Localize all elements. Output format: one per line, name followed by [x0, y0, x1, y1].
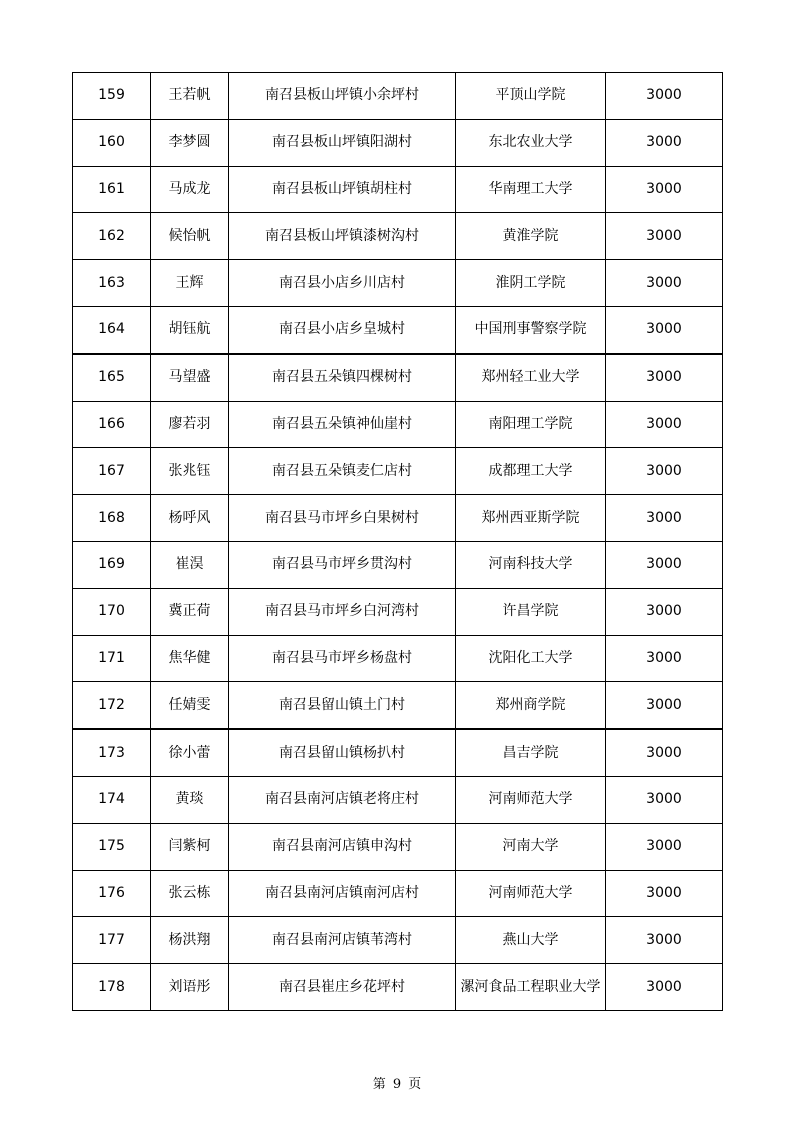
recipient-table — [72, 72, 723, 1011]
amount-cell: 3000 — [606, 823, 723, 870]
school-cell: 燕山大学 — [456, 917, 606, 964]
school-cell: 河南大学 — [456, 823, 606, 870]
row-number-cell: 161 — [73, 166, 151, 213]
amount-cell: 3000 — [606, 917, 723, 964]
amount-cell: 3000 — [606, 166, 723, 213]
row-number-cell: 178 — [73, 964, 151, 1011]
row-number-cell: 162 — [73, 213, 151, 260]
address-cell: 南召县五朵镇麦仁店村 — [229, 448, 456, 495]
student-name-cell: 杨洪翔 — [151, 917, 229, 964]
address-cell: 南召县留山镇杨扒村 — [229, 729, 456, 776]
amount-cell: 3000 — [606, 729, 723, 776]
table-row — [73, 306, 723, 353]
table-row — [73, 260, 723, 307]
address-cell: 南召县小店乡皇城村 — [229, 306, 456, 353]
address-cell: 南召县南河店镇南河店村 — [229, 870, 456, 917]
table-row — [73, 964, 723, 1011]
row-number-cell: 168 — [73, 495, 151, 542]
row-number-cell: 173 — [73, 729, 151, 776]
row-number-cell: 166 — [73, 401, 151, 448]
amount-cell: 3000 — [606, 401, 723, 448]
row-number-cell: 163 — [73, 260, 151, 307]
address-cell: 南召县南河店镇老将庄村 — [229, 776, 456, 823]
student-name-cell: 马成龙 — [151, 166, 229, 213]
student-name-cell: 王辉 — [151, 260, 229, 307]
row-number-cell: 170 — [73, 588, 151, 635]
school-cell: 中国刑事警察学院 — [456, 306, 606, 353]
address-cell: 南召县小店乡川店村 — [229, 260, 456, 307]
student-name-cell: 任婧雯 — [151, 682, 229, 729]
table-row — [73, 73, 723, 120]
row-number-cell: 176 — [73, 870, 151, 917]
address-cell: 南召县留山镇土门村 — [229, 682, 456, 729]
table-row — [73, 354, 723, 401]
student-name-cell: 王若帆 — [151, 73, 229, 120]
row-number-cell: 175 — [73, 823, 151, 870]
row-number-cell: 171 — [73, 635, 151, 682]
school-cell: 东北农业大学 — [456, 119, 606, 166]
school-cell: 河南师范大学 — [456, 776, 606, 823]
student-name-cell: 黄琰 — [151, 776, 229, 823]
student-name-cell: 张云栋 — [151, 870, 229, 917]
school-cell: 许昌学院 — [456, 588, 606, 635]
table-row — [73, 635, 723, 682]
amount-cell: 3000 — [606, 682, 723, 729]
table-row — [73, 495, 723, 542]
amount-cell: 3000 — [606, 635, 723, 682]
row-number-cell: 167 — [73, 448, 151, 495]
amount-cell: 3000 — [606, 73, 723, 120]
address-cell: 南召县马市坪乡杨盘村 — [229, 635, 456, 682]
student-name-cell: 冀正荷 — [151, 588, 229, 635]
student-name-cell: 杨呼风 — [151, 495, 229, 542]
address-cell: 南召县五朵镇神仙崖村 — [229, 401, 456, 448]
amount-cell: 3000 — [606, 541, 723, 588]
student-name-cell: 闫紫柯 — [151, 823, 229, 870]
school-cell: 郑州西亚斯学院 — [456, 495, 606, 542]
row-number-cell: 165 — [73, 354, 151, 401]
address-cell: 南召县南河店镇申沟村 — [229, 823, 456, 870]
student-name-cell: 胡钰航 — [151, 306, 229, 353]
school-cell: 平顶山学院 — [456, 73, 606, 120]
student-name-cell: 马望盛 — [151, 354, 229, 401]
table-row — [73, 401, 723, 448]
amount-cell: 3000 — [606, 448, 723, 495]
row-number-cell: 174 — [73, 776, 151, 823]
school-cell: 南阳理工学院 — [456, 401, 606, 448]
amount-cell: 3000 — [606, 964, 723, 1011]
table-row — [73, 823, 723, 870]
amount-cell: 3000 — [606, 260, 723, 307]
student-name-cell: 张兆钰 — [151, 448, 229, 495]
table-row — [73, 448, 723, 495]
row-number-cell: 160 — [73, 119, 151, 166]
address-cell: 南召县板山坪镇漆树沟村 — [229, 213, 456, 260]
address-cell: 南召县马市坪乡贯沟村 — [229, 541, 456, 588]
amount-cell: 3000 — [606, 213, 723, 260]
address-cell: 南召县马市坪乡白果树村 — [229, 495, 456, 542]
address-cell: 南召县崔庄乡花坪村 — [229, 964, 456, 1011]
amount-cell: 3000 — [606, 870, 723, 917]
address-cell: 南召县南河店镇苇湾村 — [229, 917, 456, 964]
table-row — [73, 213, 723, 260]
amount-cell: 3000 — [606, 354, 723, 401]
school-cell: 河南师范大学 — [456, 870, 606, 917]
address-cell: 南召县板山坪镇胡柱村 — [229, 166, 456, 213]
student-name-cell: 李梦圆 — [151, 119, 229, 166]
student-name-cell: 崔淏 — [151, 541, 229, 588]
school-cell: 黄淮学院 — [456, 213, 606, 260]
student-name-cell: 候怡帆 — [151, 213, 229, 260]
school-cell: 淮阴工学院 — [456, 260, 606, 307]
table-row — [73, 917, 723, 964]
school-cell: 漯河食品工程职业大学 — [456, 964, 606, 1011]
student-name-cell: 廖若羽 — [151, 401, 229, 448]
school-cell: 河南科技大学 — [456, 541, 606, 588]
school-cell: 成都理工大学 — [456, 448, 606, 495]
school-cell: 郑州商学院 — [456, 682, 606, 729]
recipient-table-body — [73, 73, 723, 1011]
school-cell: 沈阳化工大学 — [456, 635, 606, 682]
row-number-cell: 159 — [73, 73, 151, 120]
student-name-cell: 焦华健 — [151, 635, 229, 682]
school-cell: 昌吉学院 — [456, 729, 606, 776]
address-cell: 南召县板山坪镇小余坪村 — [229, 73, 456, 120]
page-number: 第 9 页 — [372, 1077, 422, 1092]
row-number-cell: 169 — [73, 541, 151, 588]
row-number-cell: 172 — [73, 682, 151, 729]
address-cell: 南召县五朵镇四棵树村 — [229, 354, 456, 401]
row-number-cell: 177 — [73, 917, 151, 964]
table-row — [73, 166, 723, 213]
table-row — [73, 588, 723, 635]
row-number-cell: 164 — [73, 306, 151, 353]
amount-cell: 3000 — [606, 306, 723, 353]
school-cell: 郑州轻工业大学 — [456, 354, 606, 401]
amount-cell: 3000 — [606, 776, 723, 823]
school-cell: 华南理工大学 — [456, 166, 606, 213]
table-row — [73, 682, 723, 729]
amount-cell: 3000 — [606, 588, 723, 635]
table-row — [73, 541, 723, 588]
address-cell: 南召县板山坪镇阳湖村 — [229, 119, 456, 166]
table-row — [73, 870, 723, 917]
amount-cell: 3000 — [606, 119, 723, 166]
student-name-cell: 刘语彤 — [151, 964, 229, 1011]
table-row — [73, 776, 723, 823]
student-name-cell: 徐小蕾 — [151, 729, 229, 776]
table-row — [73, 119, 723, 166]
table-row — [73, 729, 723, 776]
amount-cell: 3000 — [606, 495, 723, 542]
address-cell: 南召县马市坪乡白河湾村 — [229, 588, 456, 635]
